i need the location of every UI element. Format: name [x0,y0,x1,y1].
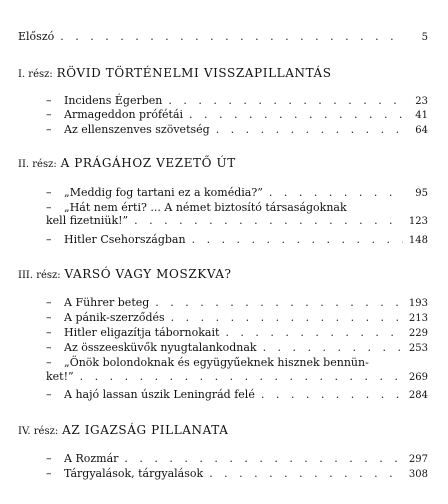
section-heading-4 [18,423,228,439]
leader-dots [269,186,404,199]
entry-page: 229 [408,328,428,339]
section-title: A PRÁGÁHOZ VEZETŐ ÚT [60,156,236,170]
section-prefix: I. rész: [18,69,53,80]
entry-page: 41 [415,110,428,121]
toc-entry [18,94,428,108]
entry-page: 64 [415,125,428,136]
leader-dots [134,214,403,227]
entry-title: A Führer beteg [64,296,150,309]
entry-dash: – [46,186,52,199]
entry-dash: – [46,94,52,107]
toc-entry [18,123,428,137]
entry-title: Tárgyalások, tárgyalások [64,467,204,480]
entry-dash: – [46,467,52,480]
entry-title-cont: ket!” [46,370,74,383]
toc-entry-first-line [18,356,428,369]
entry-page: 297 [408,454,428,465]
section-prefix: III. rész: [18,270,61,281]
entry-page: 193 [408,298,428,309]
leader-dots [261,388,403,401]
entry-title: Az ellenszenves szövetség [64,123,210,136]
leader-dots [80,370,403,383]
section-heading-2 [18,156,236,172]
entry-dash: – [46,233,52,246]
entry-title: Armageddon prófétái [64,108,184,121]
entry-page: 284 [408,390,428,401]
leader-dots [209,467,403,480]
section-heading-1 [18,66,332,82]
section-title: RÖVID TÖRTÉNELMI VISSZAPILLANTÁS [56,66,332,80]
leader-dots [155,296,403,309]
entry-dash: – [46,341,52,354]
leader-dots [225,326,402,339]
entry-title: A Rozmár [64,452,119,465]
toc-entry [18,233,428,247]
toc-entry-first-line [18,201,428,214]
entry-dash: – [46,108,52,121]
toc-entry-continuation [46,370,428,384]
entry-title: „Önök bolondoknak és együgyűeknek hisznek bennün- [64,356,369,369]
entry-page: 123 [408,216,428,227]
entry-dash: – [46,452,52,465]
entry-dash: – [46,296,52,309]
entry-page: 23 [415,96,428,107]
leader-dots [216,123,404,136]
toc-entry-preface [18,30,428,44]
entry-title-cont: kell fizetniük!” [46,214,129,227]
toc-entry [18,388,428,402]
leader-dots [171,311,403,324]
entry-dash: – [46,388,52,401]
section-prefix: II. rész: [18,159,57,170]
entry-page: 213 [408,313,428,324]
toc-entry [18,326,428,340]
section-title: VARSÓ VAGY MOSZKVA? [64,267,232,281]
leader-dots [168,94,404,107]
toc-entry [18,108,428,122]
entry-title: Hitler eligazítja tábornokait [64,326,220,339]
entry-page: 269 [408,372,428,383]
leader-dots [263,341,403,354]
entry-title: „Meddig fog tartani ez a komédia?” [64,186,263,199]
section-prefix: IV. rész: [18,426,59,437]
section-title: AZ IGAZSÁG PILLANATA [62,423,229,437]
entry-title: „Hát nem érti? ... A német biztosító társaságoknak [64,201,347,214]
leader-dots [189,108,404,121]
entry-dash: – [46,356,52,369]
toc-entry [18,296,428,310]
entry-dash: – [46,201,52,214]
toc-entry-continuation [46,214,428,228]
leader-dots [60,30,404,43]
entry-page: 308 [408,469,428,480]
entry-page: 95 [415,188,428,199]
toc-entry [18,341,428,355]
toc-entry [18,467,428,481]
entry-dash: – [46,123,52,136]
entry-page: 148 [408,235,428,246]
entry-title: Az összeesküvők nyugtalankodnak [64,341,257,354]
entry-title: A pánik-szerződés [64,311,165,324]
entry-page: 253 [408,343,428,354]
entry-title: A hajó lassan úszik Leningrád felé [64,388,255,401]
entry-dash: – [46,311,52,324]
toc-entry [18,186,428,200]
leader-dots [192,233,403,246]
toc-entry [18,311,428,325]
section-heading-3 [18,267,232,283]
entry-dash: – [46,326,52,339]
leader-dots [124,452,403,465]
entry-title: Hitler Csehországban [64,233,186,246]
entry-page: 5 [421,32,428,43]
toc-entry [18,452,428,466]
entry-title: Előszó [18,30,55,43]
entry-title: Incidens Égerben [64,94,163,107]
